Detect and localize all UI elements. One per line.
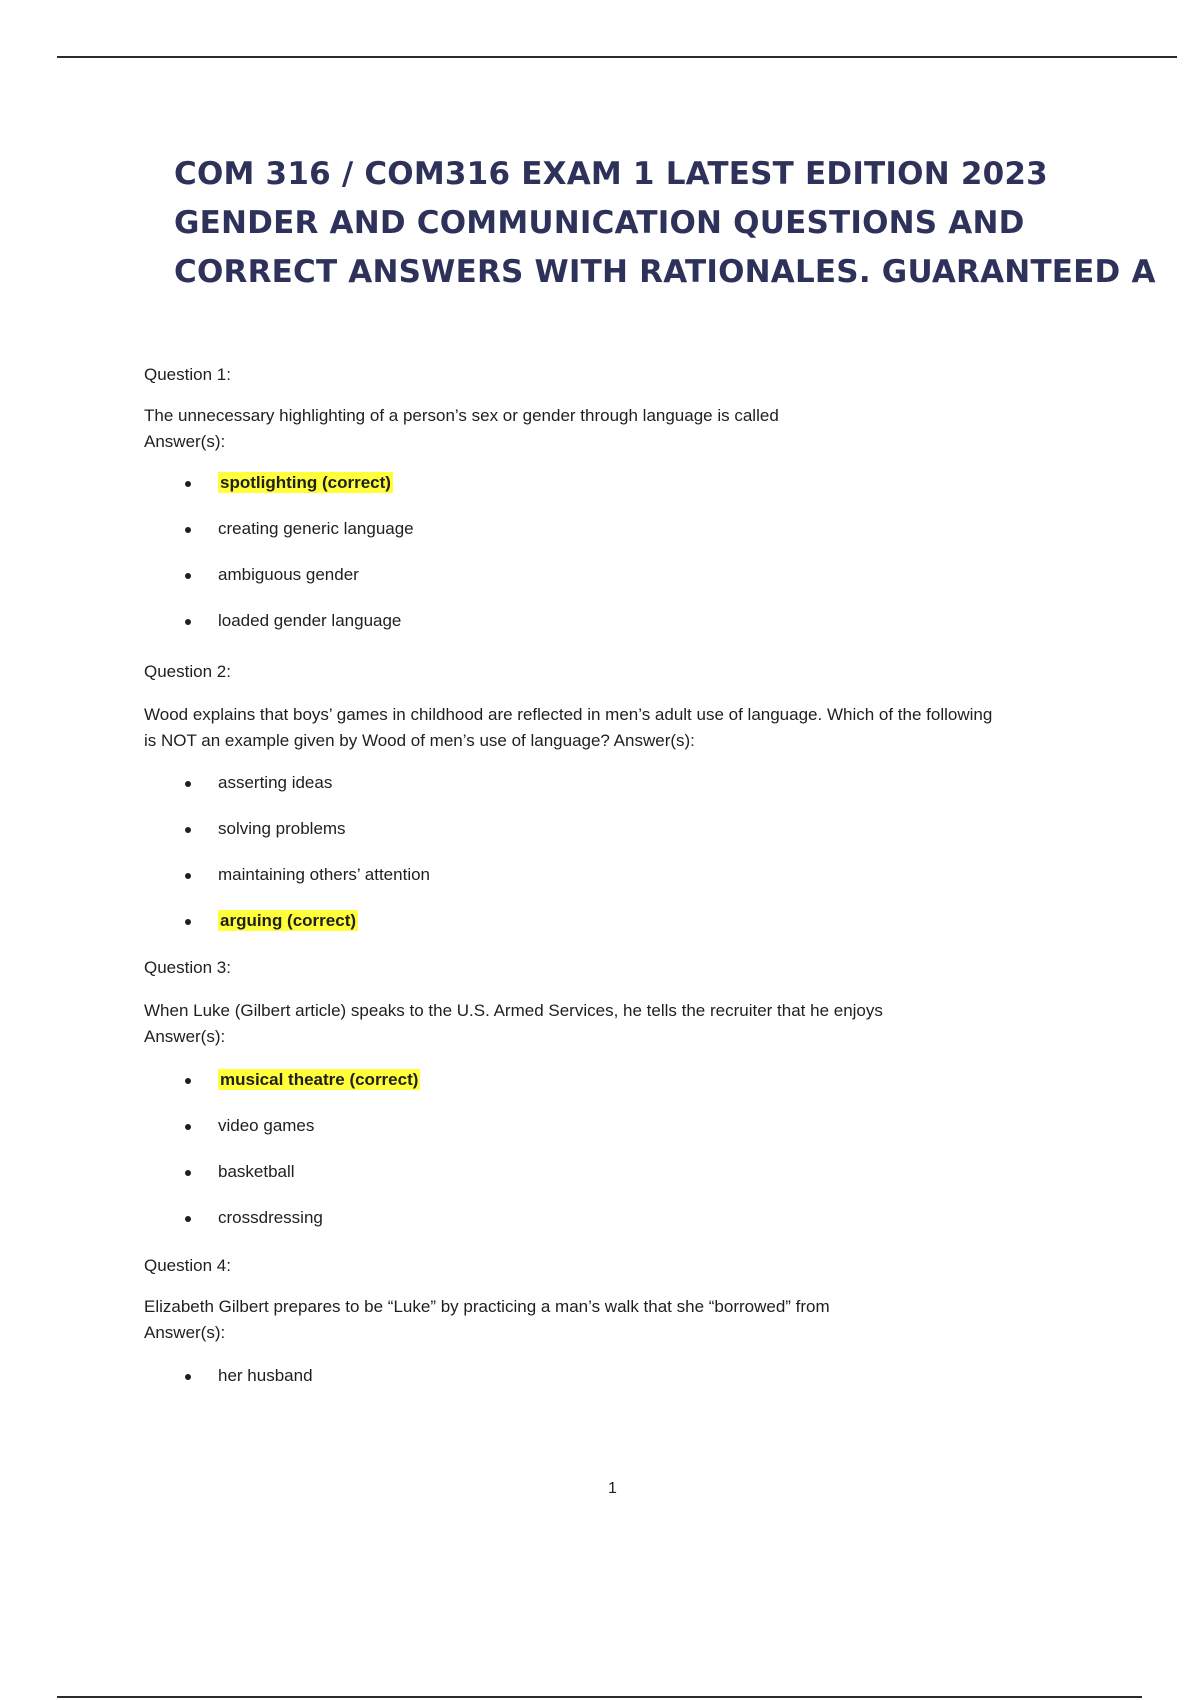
- question-label: Question 4:: [144, 1256, 231, 1275]
- answer-option: asserting ideas: [144, 772, 1084, 818]
- correct-answer: arguing (correct): [220, 911, 357, 930]
- answer-option: loaded gender language: [144, 610, 1084, 656]
- question-1: [144, 364, 1084, 661]
- answer-option: solving problems: [144, 818, 1084, 864]
- answer-option: [144, 910, 1084, 956]
- answer-list: [144, 772, 1084, 956]
- question-label: Question 1:: [144, 365, 231, 384]
- question-text: [144, 1294, 1084, 1346]
- answer-option: [144, 472, 1084, 518]
- document-title: [174, 150, 1156, 297]
- question-text: [144, 403, 1084, 455]
- answer-list: [144, 1069, 1084, 1253]
- question-text: [144, 998, 1084, 1050]
- answers-label: Answer(s):: [144, 1027, 226, 1046]
- question-text-line: Wood explains that boys’ games in childhood are reflected in men’s adult use of language. Which of the following: [144, 705, 993, 724]
- answers-label: Answer(s):: [144, 432, 226, 451]
- question-text: [144, 702, 1084, 754]
- answer-option: basketball: [144, 1161, 1084, 1207]
- question-label: Question 3:: [144, 958, 231, 977]
- page-number: 1: [608, 1480, 617, 1497]
- answer-option: [144, 1069, 1084, 1115]
- answer-option: video games: [144, 1115, 1084, 1161]
- answers-label: Answer(s):: [144, 1323, 226, 1342]
- question-2: [144, 661, 1084, 957]
- top-rule: [57, 56, 1177, 58]
- question-3: [144, 957, 1084, 1255]
- correct-answer: spotlighting (correct): [220, 473, 391, 492]
- bottom-rule: [57, 1696, 1142, 1698]
- answer-option: crossdressing: [144, 1207, 1084, 1253]
- question-text-line: is NOT an example given by Wood of men’s use of language? Answer(s):: [144, 731, 695, 750]
- title-line: GENDER AND COMMUNICATION QUESTIONS AND: [174, 205, 1025, 241]
- correct-answer: musical theatre (correct): [220, 1070, 419, 1089]
- question-text-line: When Luke (Gilbert article) speaks to the U.S. Armed Services, he tells the recruiter that he enjoys: [144, 1001, 883, 1020]
- title-line: COM 316 / COM316 EXAM 1 LATEST EDITION 2023: [174, 156, 1048, 192]
- question-text-line: The unnecessary highlighting of a person’s sex or gender through language is called: [144, 406, 779, 425]
- answer-option: maintaining others’ attention: [144, 864, 1084, 910]
- question-label: Question 2:: [144, 662, 231, 681]
- title-line: CORRECT ANSWERS WITH RATIONALES. GUARANTEED A: [174, 254, 1156, 290]
- answer-option: ambiguous gender: [144, 564, 1084, 610]
- answer-list: [144, 1365, 1084, 1411]
- answer-list: [144, 472, 1084, 656]
- answer-option: her husband: [144, 1365, 1084, 1411]
- question-4: [144, 1255, 1084, 1411]
- answer-option: creating generic language: [144, 518, 1084, 564]
- question-list: [144, 364, 1084, 1411]
- question-text-line: Elizabeth Gilbert prepares to be “Luke” by practicing a man’s walk that she “borrowed” from: [144, 1297, 830, 1316]
